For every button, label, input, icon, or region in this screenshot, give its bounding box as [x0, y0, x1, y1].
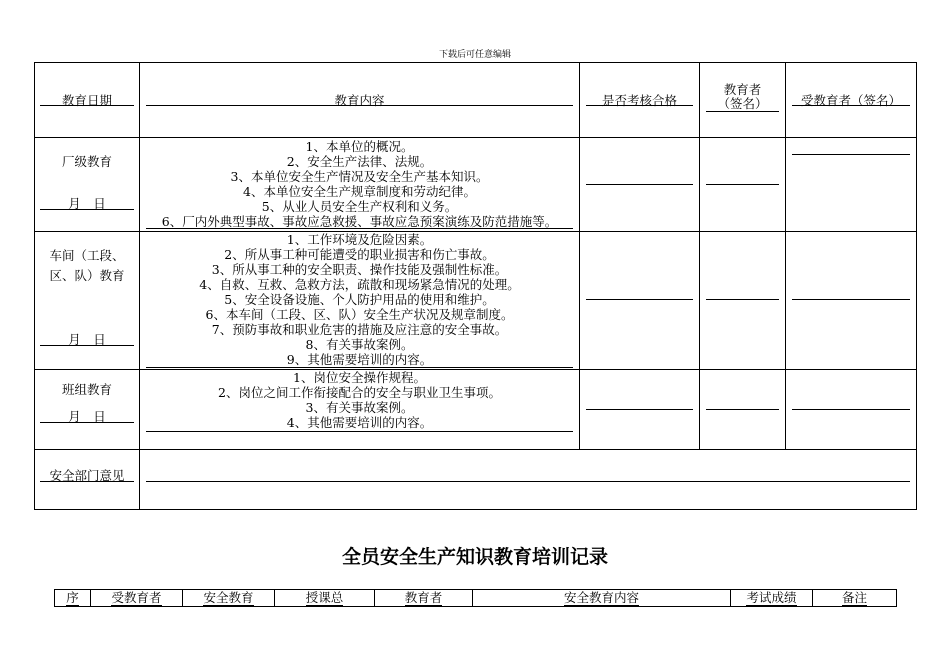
col-header: 受教育者 [111, 590, 162, 605]
content-item: 6、本车间（工段、区、队）安全生产状况及规章制度。 [205, 307, 514, 322]
header-passed: 是否考核合格 [601, 93, 677, 108]
trainee-signature-cell[interactable] [786, 370, 917, 450]
row-content [140, 139, 579, 229]
row-safety-opinion [35, 450, 917, 510]
row-label: 班组教育 [61, 382, 112, 397]
row-date: 月 日 [68, 196, 106, 211]
row-workshop [35, 232, 917, 370]
col-header: 安全教育内容 [563, 590, 639, 605]
header-educator-cell [700, 63, 786, 138]
col-header: 授课总 [305, 590, 344, 605]
row-content [140, 370, 579, 430]
row-date: 月 日 [68, 332, 106, 347]
education-record-table [34, 62, 917, 510]
educator-signature-cell[interactable] [700, 370, 786, 450]
header-passed-cell [580, 63, 700, 138]
safety-opinion-field[interactable] [140, 450, 917, 510]
training-header-row [55, 590, 897, 607]
col-header: 序 [66, 590, 79, 605]
header-content-cell [140, 63, 580, 138]
content-item: 4、本单位安全生产规章制度和劳动纪律。 [243, 184, 476, 199]
col-header: 备注 [841, 590, 867, 605]
content-item: 3、有关事故案例。 [305, 400, 414, 415]
row-label: 车间（工段、 [49, 248, 125, 263]
content-item: 1、岗位安全操作规程。 [293, 370, 426, 385]
row-team [35, 370, 917, 450]
content-item: 2、所从事工种可能遭受的职业损害和伤亡事故。 [224, 247, 495, 262]
header-date: 教育日期 [61, 93, 112, 108]
content-item: 7、预防事故和职业危害的措施及应注意的安全事故。 [211, 322, 508, 337]
content-item: 4、自救、互救、急救方法，疏散和现场紧急情况的处理。 [199, 277, 520, 292]
header-trainee-cell [786, 63, 917, 138]
educator-signature-cell[interactable] [700, 138, 786, 232]
col-header: 安全教育 [203, 590, 254, 605]
content-item: 6、厂内外典型事故、事故应急救援、事故应急预案演练及防范措施等。 [161, 214, 558, 229]
content-item: 3、本单位安全生产情况及安全生产基本知识。 [230, 169, 489, 184]
trainee-signature-cell[interactable] [786, 138, 917, 232]
content-item: 4、其他需要培训的内容。 [286, 415, 433, 430]
content-item: 2、安全生产法律、法规。 [286, 154, 433, 169]
trainee-signature-cell[interactable] [786, 232, 917, 370]
content-item: 1、本单位的概况。 [305, 139, 414, 154]
header-trainee: 受教育者（签名） [800, 93, 901, 108]
header-content: 教育内容 [334, 93, 385, 108]
col-header: 考试成绩 [746, 590, 797, 605]
content-item: 1、工作环境及危险因素。 [286, 232, 433, 247]
header-date-cell [35, 63, 140, 138]
page-title: 全员安全生产知识教育培训记录 [341, 546, 608, 568]
content-item: 5、从业人员安全生产权利和义务。 [261, 199, 458, 214]
row-factory [35, 138, 917, 232]
header-note: 下载后可任意编辑 [438, 50, 511, 60]
header-row [35, 63, 917, 138]
content-item: 9、其他需要培训的内容。 [286, 352, 433, 367]
row-date: 月 日 [68, 409, 106, 424]
header-educator-line1: 教育者 [723, 82, 762, 97]
content-item: 3、所从事工种的安全职责、操作技能及强制性标准。 [211, 262, 508, 277]
row-label: 厂级教育 [61, 154, 112, 169]
row-label: 区、队）教育 [49, 268, 125, 283]
passed-cell[interactable] [580, 232, 700, 370]
educator-signature-cell[interactable] [700, 232, 786, 370]
header-educator-line2: （签名） [717, 96, 768, 111]
row-content [140, 232, 579, 367]
passed-cell[interactable] [580, 370, 700, 450]
col-header: 教育者 [404, 590, 443, 605]
content-item: 2、岗位之间工作衔接配合的安全与职业卫生事项。 [218, 385, 501, 400]
passed-cell[interactable] [580, 138, 700, 232]
training-record-table [54, 589, 897, 607]
content-item: 8、有关事故案例。 [305, 337, 414, 352]
safety-opinion-label: 安全部门意见 [49, 468, 125, 483]
content-item: 5、安全设备设施、个人防护用品的使用和维护。 [224, 292, 495, 307]
